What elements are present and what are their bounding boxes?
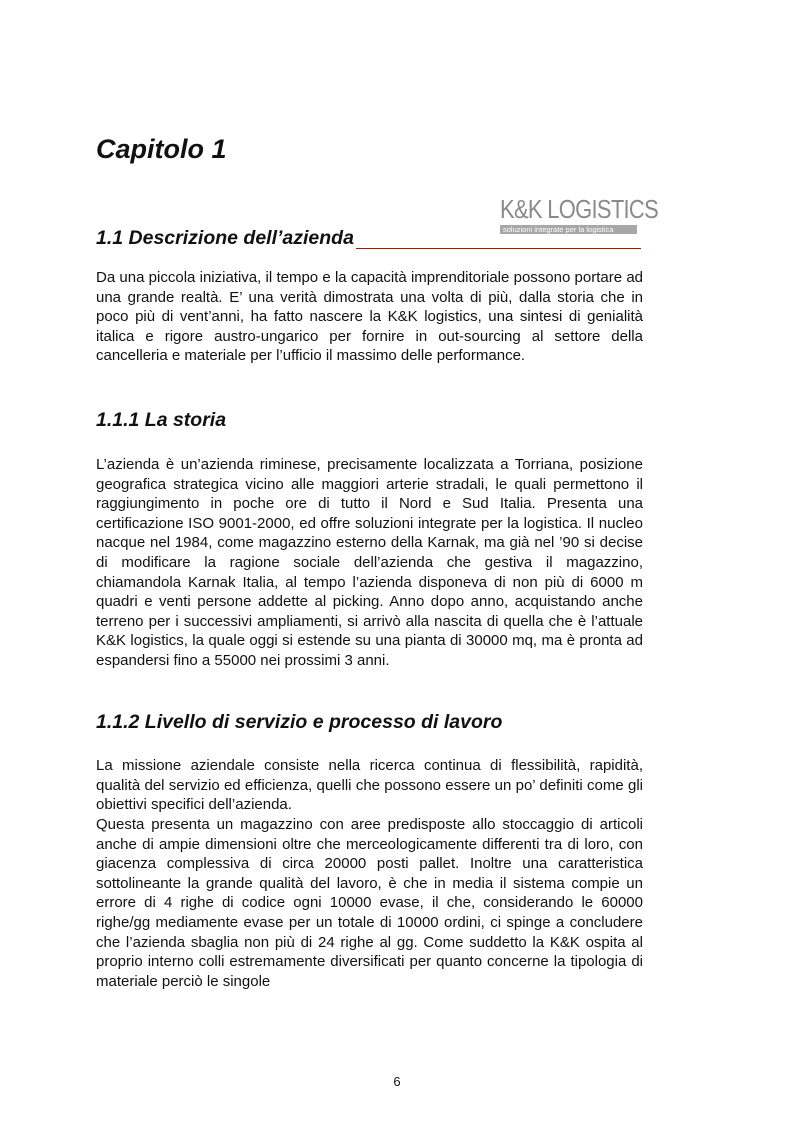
section-heading-row — [96, 226, 641, 249]
logo-name: K&K LOGISTICS — [500, 196, 659, 224]
section-heading-1-1-1: 1.1.1 La storia — [96, 409, 227, 431]
paragraph-warehouse: Questa presenta un magazzino con aree predisposte allo stoccaggio di articoli anche di ampie dimensioni oltre che merceologicamente differenti tra di loro, con giacenza complessiva di circa 20000 posti pallet. Inoltre una caratteristica sottolineante la grande qualità del lavoro, è che in media il sistema compie un errore di 4 righe di codice ogni 10000 evase, il che, considerando le 60000 righe/gg mediamente evase per un totale di 10000 ordini, ci spinge a concludere che l’azienda sbaglia non più di 24 righe al gg. Come suddetto la K&K ospita al proprio interno colli estremamente diversificati per quanto concerne la tipologia di materiale perciò le singole — [96, 816, 643, 990]
paragraph-mission: La missione aziendale consiste nella ricerca continua di flessibilità, rapidità, qualità del servizio ed efficienza, quelli che possono essere un po’ definiti come gli obiettivi specifici dell’azienda. — [96, 757, 643, 814]
logo-tagline: soluzioni integrate per la logistica — [500, 225, 637, 234]
page-number: 6 — [393, 1074, 401, 1089]
section-heading-1-1-2: 1.1.2 Livello di servizio e processo di lavoro — [96, 711, 503, 733]
section-heading-1-1: 1.1 Descrizione dell’azienda — [96, 227, 354, 249]
paragraph-description: Da una piccola iniziativa, il tempo e la capacità imprenditoriale possono portare ad una grande realtà. E’ una verità dimostrata una volta di più, dalla storia che in poco più di vent’anni, ha fatto nascere la K&K logistics, una sintesi di genialità italica e rigore austro-ungarico per fornire in out-sourcing al settore della cancelleria e materiale per l’ufficio il massimo delle performance. — [96, 269, 643, 365]
paragraph-history: L’azienda è un’azienda riminese, precisamente localizzata a Torriana, posizione geografica strategica vicino alle maggiori arterie stradali, le quali permettono il raggiungimento in poche ore di tutto il Nord e Sud Italia. Presenta una certificazione ISO 9001-2000, ed offre soluzioni integrate per la logistica. Il nucleo nacque nel 1984, come magazzino esterno della Karnak, ma già nel ’90 si decise di modificare la ragione sociale dell’azienda che gestiva il magazzino, chiamandola Karnak Italia, al tempo l’azienda disponeva di non più di 6000 m quadri e venti persone addette al picking. Anno dopo anno, acquistando anche terreno per i successivi ampliamenti, si arrivò alla nascita di quella che è l’attuale K&K logistics, la quale oggi si estende su una pianta di 30000 mq, ma è pronta ad espandersi fino a 55000 nei prossimi 3 anni. — [96, 456, 643, 669]
chapter-title: Capitolo 1 — [96, 134, 227, 164]
